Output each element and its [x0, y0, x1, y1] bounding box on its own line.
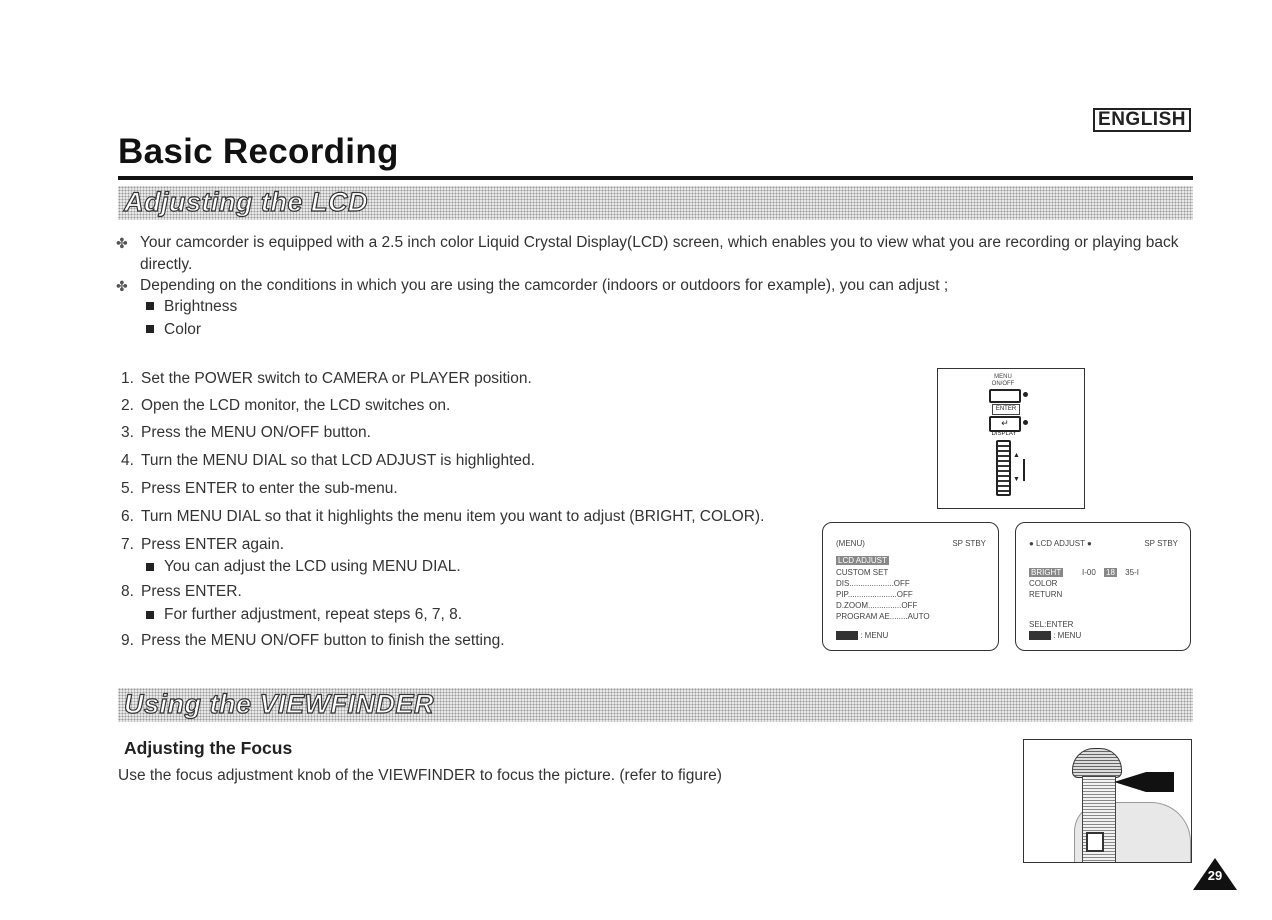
focus-subheading: Adjusting the Focus: [124, 738, 293, 758]
menu-dial-icon: [996, 440, 1011, 496]
step-4: 4. Turn the MENU DIAL so that LCD ADJUST is highlighted.: [121, 452, 535, 469]
step-7: 7. Press ENTER again.: [121, 536, 284, 553]
display-label: DISPLAY: [991, 431, 1017, 437]
section-heading-lcd: Adjusting the LCD: [124, 187, 368, 217]
pointer-dot-icon: [1023, 392, 1028, 397]
step-6: 6. Turn MENU DIAL so that it highlights the menu item you want to adjust (BRIGHT, COLOR).: [121, 508, 765, 525]
section-heading-viewfinder: Using the VIEWFINDER: [124, 689, 435, 719]
step-5: 5. Press ENTER to enter the sub-menu.: [121, 480, 398, 497]
step-9: 9. Press the MENU ON/OFF button to finish the setting.: [121, 632, 505, 649]
arrow-left-icon: [1114, 772, 1146, 792]
menu-button-icon: [836, 631, 858, 640]
enter-label: ENTER: [992, 404, 1020, 415]
buttons-figure: [937, 368, 1085, 509]
enter-button-icon: ↵: [989, 416, 1021, 432]
connector-line: [1023, 459, 1025, 481]
square-bullet-icon: [146, 302, 154, 310]
diamond-star-icon: ✤: [116, 278, 128, 294]
step-3: 3. Press the MENU ON/OFF button.: [121, 424, 371, 441]
sub-bullet-color: Color: [164, 319, 201, 341]
bullet-intro-2: ✤ Depending on the conditions in which you are using the camcorder (indoors or outdoors for example), you can adjust ;: [140, 275, 1180, 297]
viewfinder-figure: [1023, 739, 1192, 863]
step-8-note: For further adjustment, repeat steps 6, 7, 8.: [164, 605, 462, 625]
focus-instruction: Use the focus adjustment knob of the VIEWFINDER to focus the picture. (refer to figure): [118, 767, 722, 784]
menu-button-icon: [1029, 631, 1051, 640]
square-bullet-icon: [146, 563, 154, 571]
arrow-up-icon: ▲: [1013, 452, 1020, 459]
square-bullet-icon: [146, 325, 154, 333]
page-title: Basic Recording: [118, 132, 399, 171]
osd-menu-screen: (MENU) SP STBY LCD ADJUST CUSTOM SET DIS....................OFF PIP......................OFF D.ZOOM...............OFF PROGRAM AE........AUTO : MENU: [822, 522, 999, 651]
step-8: 8. Press ENTER.: [121, 583, 242, 600]
osd-lcd-adjust-screen: ● LCD ADJUST ● SP STBY BRIGHT I-00 18 35-I COLOR RETURN SEL:ENTER : MENU: [1015, 522, 1191, 651]
step-7-note: You can adjust the LCD using MENU DIAL.: [164, 557, 461, 577]
title-rule: [118, 176, 1193, 180]
arrow-tail: [1146, 772, 1174, 792]
square-bullet-icon: [146, 611, 154, 619]
menu-onoff-button-icon: [989, 389, 1021, 403]
language-label: ENGLISH: [1093, 108, 1191, 132]
menu-label: MENU ON/OFF: [991, 374, 1015, 387]
arrow-down-icon: ▼: [1013, 476, 1020, 483]
focus-knob-icon: [1086, 832, 1104, 852]
osd-highlight-item: LCD ADJUST: [838, 556, 887, 565]
bullet-intro-1: ✤ Your camcorder is equipped with a 2.5 inch color Liquid Crystal Display(LCD) screen, which enables you to view what you are recording or playing back directly.: [116, 234, 1179, 273]
diamond-star-icon: ✤: [116, 235, 128, 251]
sub-bullet-brightness: Brightness: [164, 296, 237, 318]
pointer-dot-icon: [1023, 420, 1028, 425]
page-number: 29: [1207, 868, 1223, 883]
osd-highlight-item: BRIGHT: [1031, 568, 1062, 577]
step-1: 1. Set the POWER switch to CAMERA or PLAYER position.: [121, 370, 532, 387]
step-2: 2. Open the LCD monitor, the LCD switches on.: [121, 397, 451, 414]
